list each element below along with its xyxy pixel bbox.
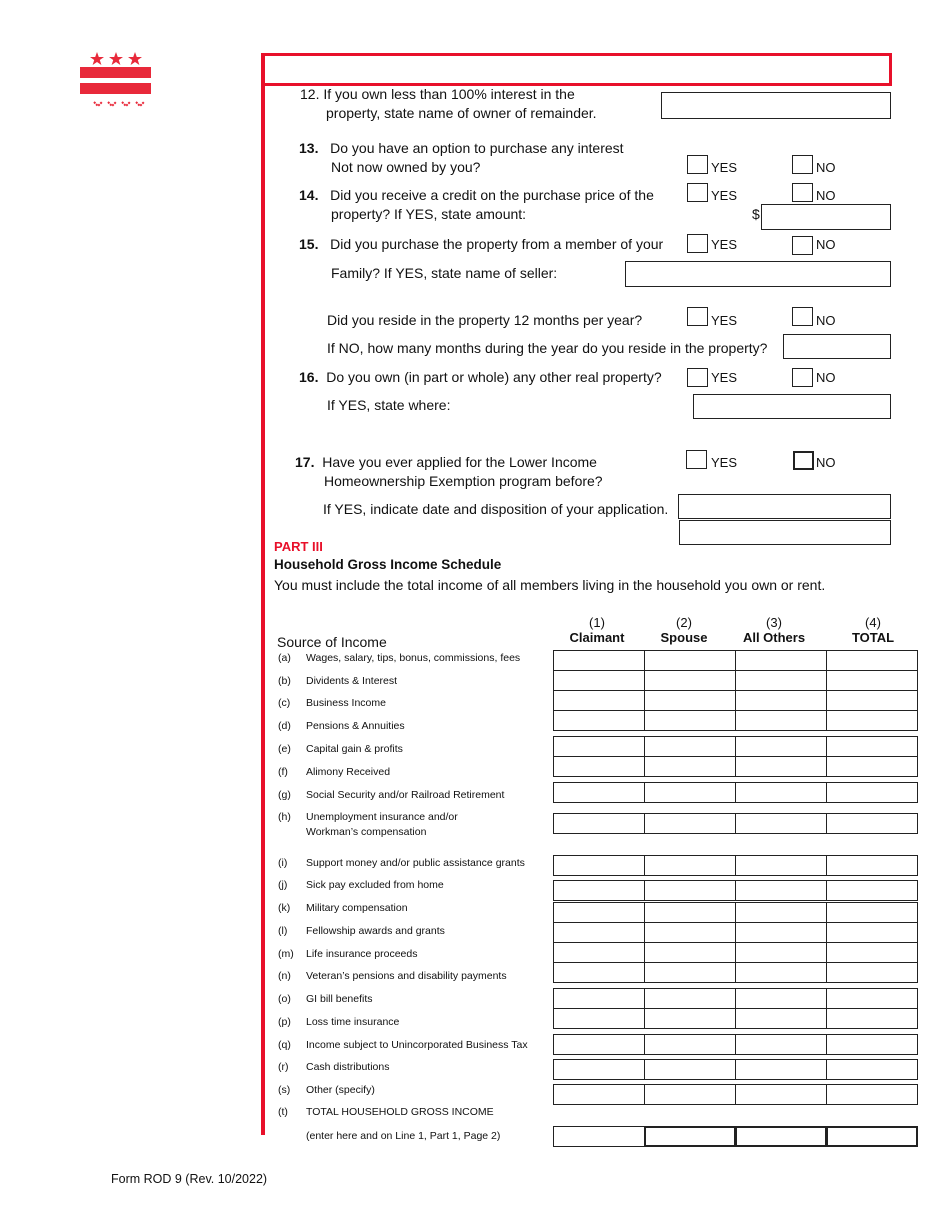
- income-row-label: TOTAL HOUSEHOLD GROSS INCOME: [306, 1106, 494, 1118]
- q13-text: 13. Do you have an option to purchase any interest Not now owned by you?: [299, 140, 624, 175]
- income-row-label: Cash distributions: [306, 1061, 390, 1073]
- income-cell-spouse[interactable]: [644, 756, 736, 777]
- income-row-label: Fellowship awards and grants: [306, 925, 445, 937]
- col-total-num: (4): [865, 615, 881, 630]
- col-claimant-header: [552, 615, 642, 645]
- q14-amount-field[interactable]: [761, 204, 891, 230]
- income-row-letter: (a): [278, 652, 291, 664]
- income-cell-total[interactable]: [826, 962, 918, 983]
- income-cell-allothers[interactable]: [735, 902, 827, 923]
- income-cell-total[interactable]: [826, 710, 918, 731]
- q16-text: 16. Do you own (in part or whole) any other real property?: [299, 369, 662, 385]
- q13-no-checkbox[interactable]: [792, 155, 813, 174]
- income-cell-total[interactable]: [826, 880, 918, 901]
- income-cell-spouse[interactable]: [644, 813, 736, 834]
- income-cell-total[interactable]: [826, 988, 918, 1009]
- income-row-letter: (h): [278, 811, 291, 823]
- income-cell-claimant[interactable]: [553, 902, 645, 923]
- income-cell-claimant[interactable]: [553, 880, 645, 901]
- q16-where-text: If YES, state where:: [327, 397, 451, 413]
- q16-yes-label: YES: [711, 370, 738, 385]
- q17-yes-label: YES: [711, 455, 738, 470]
- income-cell-claimant[interactable]: [553, 813, 645, 834]
- col-claimant-num: (1): [589, 615, 605, 630]
- income-cell-claimant[interactable]: [553, 942, 645, 963]
- q16-yes-checkbox[interactable]: [687, 368, 708, 387]
- q17-no-label: NO: [816, 455, 836, 470]
- income-cell-total[interactable]: [826, 782, 918, 803]
- q16-where-field[interactable]: [693, 394, 891, 419]
- income-cell-claimant[interactable]: [553, 650, 645, 671]
- source-of-income-header: Source of Income: [277, 634, 387, 650]
- income-cell-claimant[interactable]: [553, 1126, 645, 1147]
- income-cell-allothers[interactable]: [735, 922, 827, 943]
- income-row-letter: (q): [278, 1039, 291, 1051]
- q15-seller-name-field[interactable]: [625, 261, 891, 287]
- col-total-header: [828, 615, 918, 645]
- q15b-text: Did you reside in the property 12 months per year?: [327, 312, 643, 328]
- income-cell-allothers[interactable]: [735, 880, 827, 901]
- income-cell-claimant[interactable]: [553, 922, 645, 943]
- income-cell-claimant[interactable]: [553, 988, 645, 1009]
- q13-yes-label: YES: [711, 160, 738, 175]
- income-cell-total[interactable]: [826, 1059, 918, 1080]
- income-cell-allothers[interactable]: [735, 855, 827, 876]
- income-row-label: Other (specify): [306, 1084, 375, 1096]
- income-row-label: Life insurance proceeds: [306, 948, 418, 960]
- income-row-letter: (o): [278, 993, 291, 1005]
- income-cell-claimant[interactable]: [553, 756, 645, 777]
- q14-no-checkbox[interactable]: [792, 183, 813, 202]
- income-row-label: GI bill benefits: [306, 993, 373, 1005]
- income-row-letter: (d): [278, 720, 291, 732]
- income-row-letter: (l): [278, 925, 288, 937]
- income-cell-allothers[interactable]: [735, 1034, 827, 1055]
- income-row-label: Wages, salary, tips, bonus, commissions, fees: [306, 652, 521, 664]
- q15-no-label: NO: [816, 237, 836, 252]
- q15-text-line2: Family? If YES, state name of seller:: [331, 265, 558, 281]
- income-row-letter: (b): [278, 675, 291, 687]
- income-row-label: Alimony Received: [306, 766, 391, 778]
- income-cell-spouse[interactable]: [644, 782, 736, 803]
- q17-disposition-field-2[interactable]: [679, 520, 891, 545]
- income-cell-total[interactable]: [826, 1008, 918, 1029]
- income-cell-spouse[interactable]: [644, 880, 736, 901]
- income-cell-total[interactable]: [826, 922, 918, 943]
- income-cell-spouse[interactable]: [644, 710, 736, 731]
- part3-instructions: You must include the total income of all members living in the household you own or rent.: [274, 577, 826, 593]
- income-cell-allothers[interactable]: [735, 782, 827, 803]
- income-row-label: Military compensation: [306, 902, 408, 914]
- income-cell-allothers[interactable]: [735, 1008, 827, 1029]
- income-cell-total[interactable]: [826, 1084, 918, 1105]
- income-cell-spouse[interactable]: [644, 902, 736, 923]
- q15-no-checkbox[interactable]: [792, 236, 813, 255]
- income-row-label: Unemployment insurance and/or: [306, 811, 458, 823]
- income-cell-total[interactable]: [826, 1126, 918, 1147]
- income-cell-claimant[interactable]: [553, 855, 645, 876]
- header-red-box: [261, 53, 892, 86]
- income-cell-allothers[interactable]: [735, 690, 827, 711]
- q15b-no-label: NO: [816, 313, 836, 328]
- income-cell-spouse[interactable]: [644, 962, 736, 983]
- form-id-footer: Form ROD 9 (Rev. 10/2022): [111, 1172, 268, 1186]
- income-cell-allothers[interactable]: [735, 1084, 827, 1105]
- q15b-yes-checkbox[interactable]: [687, 307, 708, 326]
- income-cell-total[interactable]: [826, 650, 918, 671]
- q17-disposition-text: If YES, indicate date and disposition of your application.: [323, 501, 669, 517]
- income-row-label: Support money and/or public assistance grants: [306, 857, 525, 869]
- col-allothers-header: [729, 615, 819, 645]
- income-row-letter: (i): [278, 857, 288, 869]
- income-cell-claimant[interactable]: [553, 962, 645, 983]
- income-cell-allothers[interactable]: [735, 942, 827, 963]
- q14-currency-symbol: $: [752, 206, 760, 222]
- q14-yes-label: YES: [711, 188, 738, 203]
- income-cell-claimant[interactable]: [553, 736, 645, 757]
- q17-yes-checkbox[interactable]: [686, 450, 707, 469]
- q17-disposition-field-1[interactable]: [678, 494, 891, 519]
- income-cell-spouse[interactable]: [644, 1034, 736, 1055]
- income-cell-spouse[interactable]: [644, 988, 736, 1009]
- q12-text: 12. If you own less than 100% interest in the property, state name of owner of remainder.: [300, 86, 597, 121]
- q13-no-label: NO: [816, 160, 836, 175]
- red-left-rule: [261, 53, 265, 1135]
- part3-subtitle: Household Gross Income Schedule: [274, 557, 502, 572]
- col-claimant-label: Claimant: [569, 630, 625, 645]
- income-cell-claimant[interactable]: [553, 1059, 645, 1080]
- income-cell-total[interactable]: [826, 813, 918, 834]
- income-row-letter: (j): [278, 879, 288, 891]
- income-row-label: Veteran’s pensions and disability payments: [306, 970, 507, 982]
- income-cell-spouse[interactable]: [644, 670, 736, 691]
- income-row-letter: (e): [278, 743, 291, 755]
- income-cell-spouse[interactable]: [644, 650, 736, 671]
- col-allothers-label: All Others: [742, 630, 806, 645]
- q15b-no-checkbox[interactable]: [792, 307, 813, 326]
- income-row-letter: (k): [278, 902, 291, 914]
- q16-no-checkbox[interactable]: [792, 368, 813, 387]
- q17-no-checkbox[interactable]: [793, 451, 814, 470]
- income-cell-total[interactable]: [826, 690, 918, 711]
- income-row-label: Dividents & Interest: [306, 675, 398, 687]
- income-cell-claimant[interactable]: [553, 670, 645, 691]
- income-cell-allothers[interactable]: [735, 736, 827, 757]
- q12-owner-name-field[interactable]: [661, 92, 891, 119]
- income-cell-allothers[interactable]: [735, 1059, 827, 1080]
- income-cell-spouse[interactable]: [644, 1008, 736, 1029]
- income-row-label: Pensions & Annuities: [306, 720, 405, 732]
- q15b-months-field[interactable]: [783, 334, 891, 359]
- q14-no-label: NO: [816, 188, 836, 203]
- income-cell-allothers[interactable]: [735, 813, 827, 834]
- income-cell-total[interactable]: [826, 670, 918, 691]
- q15b-yes-label: YES: [711, 313, 738, 328]
- q15-text: 15. Did you purchase the property from a member of your: [299, 236, 664, 252]
- income-cell-allothers[interactable]: [735, 650, 827, 671]
- income-row-letter: (r): [278, 1061, 289, 1073]
- income-cell-spouse[interactable]: [644, 1084, 736, 1105]
- income-cell-spouse[interactable]: [644, 1059, 736, 1080]
- income-cell-allothers[interactable]: [735, 988, 827, 1009]
- income-cell-total[interactable]: [826, 902, 918, 923]
- income-cell-claimant[interactable]: [553, 690, 645, 711]
- income-row-label: Income subject to Unincorporated Business Tax: [306, 1039, 528, 1051]
- income-row-letter: (t): [278, 1106, 288, 1118]
- income-row-letter: (m): [278, 948, 294, 960]
- income-row-label: Capital gain & profits: [306, 743, 403, 755]
- dc-flag-logo: [80, 50, 152, 112]
- income-cell-total[interactable]: [826, 1034, 918, 1055]
- income-cell-spouse[interactable]: [644, 736, 736, 757]
- income-row-label-line2: (enter here and on Line 1, Part 1, Page 2): [306, 1130, 501, 1142]
- income-row-label: Sick pay excluded from home: [306, 879, 444, 891]
- income-cell-allothers[interactable]: [735, 710, 827, 731]
- q17-text: 17. Have you ever applied for the Lower Income Homeownership Exemption program before?: [295, 454, 603, 489]
- q16-no-label: NO: [816, 370, 836, 385]
- income-row-letter: (p): [278, 1016, 291, 1028]
- income-cell-allothers[interactable]: [735, 962, 827, 983]
- income-cell-total[interactable]: [826, 736, 918, 757]
- income-cell-spouse[interactable]: [644, 690, 736, 711]
- income-cell-claimant[interactable]: [553, 782, 645, 803]
- income-row-label: Loss time insurance: [306, 1016, 400, 1028]
- income-cell-total[interactable]: [826, 756, 918, 777]
- q15-yes-checkbox[interactable]: [687, 234, 708, 253]
- q14-yes-checkbox[interactable]: [687, 183, 708, 202]
- income-cell-claimant[interactable]: [553, 1008, 645, 1029]
- col-total-label: TOTAL: [851, 630, 895, 645]
- income-row-letter: (g): [278, 789, 291, 801]
- income-cell-spouse[interactable]: [644, 922, 736, 943]
- income-row-label-line2: Workman’s compensation: [306, 826, 427, 838]
- income-cell-claimant[interactable]: [553, 1034, 645, 1055]
- income-row-letter: (n): [278, 970, 291, 982]
- income-cell-claimant[interactable]: [553, 1084, 645, 1105]
- part3-title: PART III: [274, 539, 323, 554]
- col-allothers-num: (3): [766, 615, 782, 630]
- q15b-months-text: If NO, how many months during the year do you reside in the property?: [327, 340, 768, 356]
- q14-text: 14. Did you receive a credit on the purchase price of the property? If YES, state amount:: [299, 187, 654, 222]
- income-cell-allothers[interactable]: [735, 756, 827, 777]
- income-row-letter: (c): [278, 697, 291, 709]
- income-row-letter: (f): [278, 766, 288, 778]
- income-cell-allothers[interactable]: [735, 1126, 827, 1147]
- income-cell-spouse[interactable]: [644, 855, 736, 876]
- income-cell-claimant[interactable]: [553, 710, 645, 731]
- col-spouse-num: (2): [676, 615, 692, 630]
- q13-yes-checkbox[interactable]: [687, 155, 708, 174]
- col-spouse-label: Spouse: [660, 630, 708, 645]
- income-cell-spouse[interactable]: [644, 942, 736, 963]
- q15-yes-label: YES: [711, 237, 738, 252]
- income-cell-spouse[interactable]: [644, 1126, 736, 1147]
- income-row-letter: (s): [278, 1084, 291, 1096]
- income-cell-total[interactable]: [826, 942, 918, 963]
- income-row-label: Social Security and/or Railroad Retirement: [306, 789, 505, 801]
- income-cell-total[interactable]: [826, 855, 918, 876]
- col-spouse-header: [639, 615, 729, 645]
- income-row-label: Business Income: [306, 697, 386, 709]
- income-cell-allothers[interactable]: [735, 670, 827, 691]
